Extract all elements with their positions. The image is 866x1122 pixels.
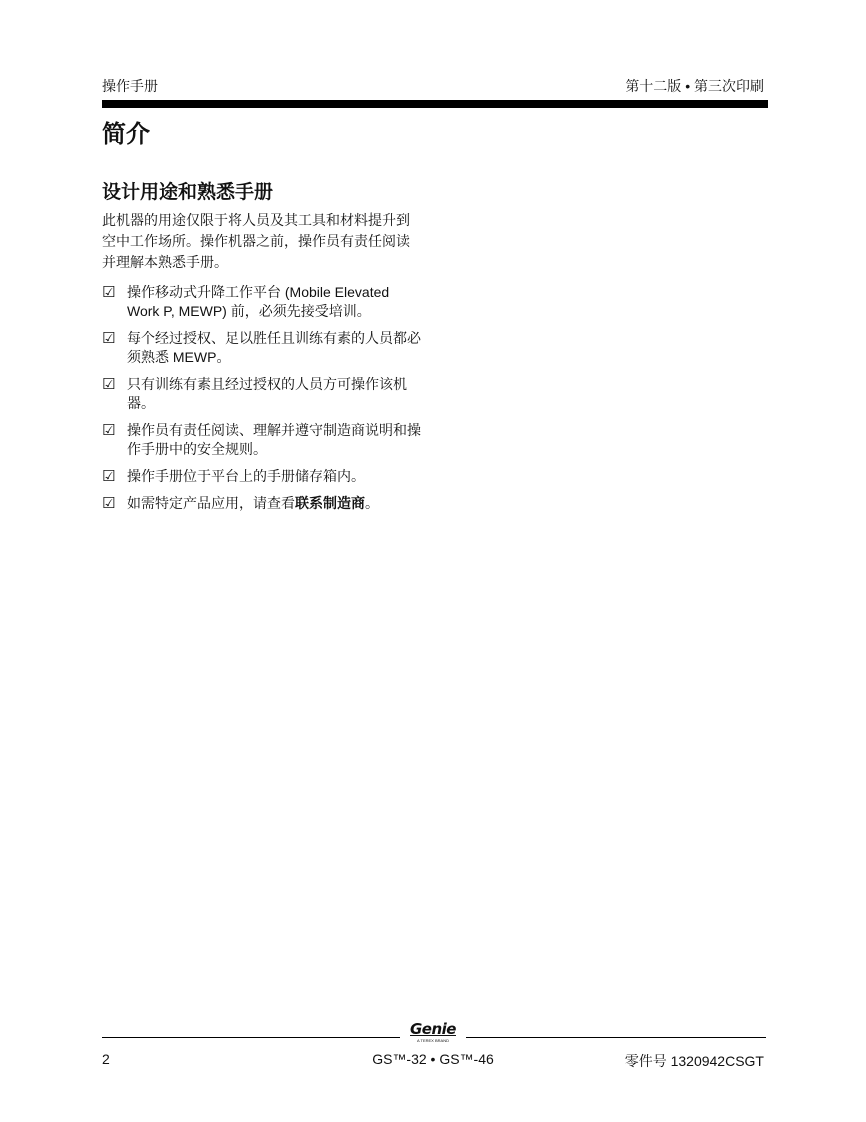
- logo-tagline: A TEREX BRAND: [417, 1038, 449, 1043]
- checkbox-icon: ☑: [102, 330, 116, 347]
- list-item: [102, 494, 422, 513]
- contact-manufacturer-link[interactable]: 联系制造商: [295, 495, 365, 511]
- list-item: [102, 375, 422, 413]
- list-item: [102, 283, 422, 321]
- list-item-text: 只有训练有素且经过授权的人员方可操作该机器。: [127, 376, 407, 411]
- list-item-text: [127, 494, 422, 513]
- page-number: 2: [102, 1051, 110, 1067]
- list-item-text: 操作员有责任阅读、理解并遵守制造商说明和操作手册中的安全规则。: [127, 422, 421, 457]
- checkbox-icon: ☑: [102, 376, 116, 393]
- footer-rule-right: [466, 1037, 766, 1038]
- list-item-text: 操作移动式升降工作平台 (Mobile Elevated Work P, MEWP) 前，必须先接受培训。: [127, 284, 390, 319]
- intro-paragraph: 此机器的用途仅限于将人员及其工具和材料提升到空中工作场所。操作机器之前，操作员有责任阅读并理解本熟悉手册。: [102, 212, 410, 270]
- checkbox-icon: ☑: [102, 422, 116, 439]
- list-item-suffix: 。: [365, 495, 379, 511]
- section-heading: 设计用途和熟悉手册: [102, 182, 274, 203]
- header-rule: [102, 100, 768, 108]
- checkbox-icon: ☑: [102, 495, 116, 512]
- list-item: [102, 467, 422, 486]
- header-manual-title: 操作手册: [102, 78, 158, 94]
- list-item-lead: 如需特定产品应用，请查看: [127, 495, 295, 511]
- footer-part-number: 零件号 1320942CSGT: [624, 1053, 764, 1069]
- list-item: [102, 421, 422, 459]
- page-title: 简介: [102, 121, 150, 148]
- checklist: [102, 283, 422, 521]
- genie-logo: [403, 1021, 463, 1043]
- footer-model: GS™-32 • GS™-46: [372, 1051, 494, 1067]
- logo-wordmark: Genie: [410, 1020, 456, 1038]
- checkbox-icon: ☑: [102, 468, 116, 485]
- list-item-text: 操作手册位于平台上的手册储存箱内。: [127, 468, 365, 484]
- checkbox-icon: ☑: [102, 284, 116, 301]
- header-edition: 第十二版 • 第三次印刷: [625, 78, 764, 94]
- list-item: [102, 329, 422, 367]
- footer-rule-left: [102, 1037, 400, 1038]
- list-item-text: 每个经过授权、足以胜任且训练有素的人员都必须熟悉 MEWP。: [127, 330, 421, 365]
